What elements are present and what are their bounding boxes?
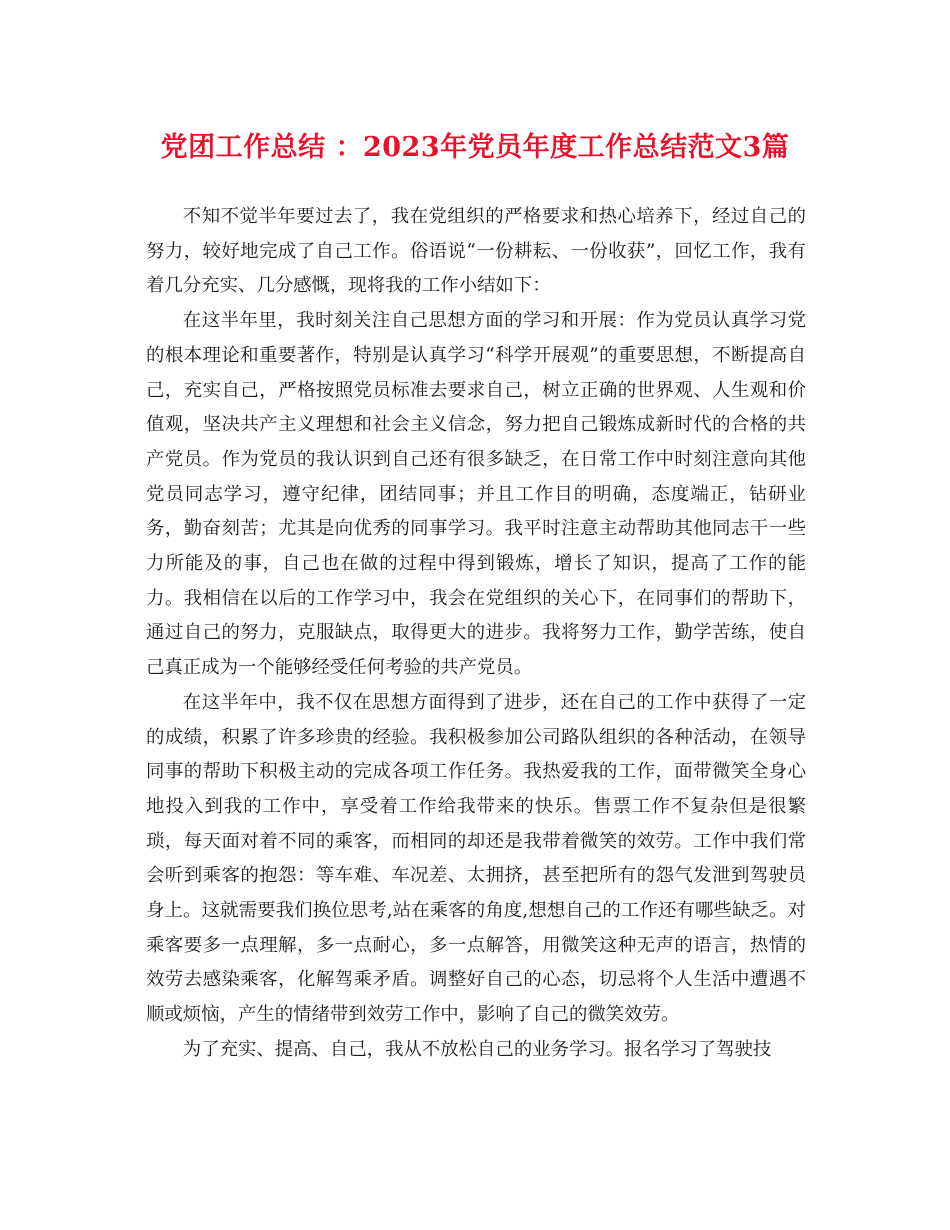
paragraph-intro: 不知不觉半年要过去了，我在党组织的严格要求和热心培养下，经过自己的努力，较好地完成了自己工作。俗语说“一份耕耘、一份收获”，回忆工作，我有着几分充实、几分感慨，现将我的工作小结如下：: [146, 206, 806, 297]
document-body: [146, 200, 806, 1068]
document-title: 党团工作总结 ：2023年党员年度工作总结范文3篇: [160, 132, 790, 163]
paragraph-thought-study: 在这半年里，我时刻关注自己思想方面的学习和开展：作为党员认真学习党的根本理论和重要著作，特别是认真学习“科学开展观”的重要思想，不断提高自己，充实自己，严格按照党员标准去要求自己，树立正确的世界观、人生观和价值观，坚决共产主义理想和社会主义信念，努力把自己锻炼成新时代的合格的共产党员。作为党员的我认识到自己还有很多缺乏，在日常工作中时刻注意向其他党员同志学习，遵守纪律，团结同事；并且工作目的明确，态度端正，钻研业务，勤奋刻苦；尤其是向优秀的同事学习。我平时注意主动帮助其他同志干一些力所能及的事，自己也在做的过程中得到锻炼，增长了知识，提高了工作的能力。我相信在以后的工作学习中，我会在党组织的关心下，在同事们的帮助下，通过自己的努力，克服缺点，取得更大的进步。我将努力工作，勤学苦练，使自己真正成为一个能够经受任何考验的共产党员。: [146, 310, 806, 679]
paragraph-work-achievement: 在这半年中，我不仅在思想方面得到了进步，还在自己的工作中获得了一定的成绩，积累了许多珍贵的经验。我积极参加公司路队组织的各种活动，在领导同事的帮助下积极主动的完成各项工作任务。我热爱我的工作，面带微笑全身心地投入到我的工作中，享受着工作给我带来的快乐。售票工作不复杂但是很繁琐，每天面对着不同的乘客，而相同的却还是我带着微笑的效劳。工作中我们常会听到乘客的抱怨：等车难、车况差、太拥挤，甚至把所有的怨气发泄到驾驶员身上。这就需要我们换位思考,站在乘客的角度,想想自己的工作还有哪些缺乏。对乘客要多一点理解，多一点耐心，多一点解答，用微笑这种无声的语言，热情的效劳去感染乘客，化解驾乘矛盾。调整好自己的心态，切忌将个人生活中遭遇不顺或烦恼，产生的情绪带到效劳工作中，影响了自己的微笑效劳。: [146, 691, 806, 1026]
paragraph-business-study: 为了充实、提高、自己，我从不放松自己的业务学习。报名学习了驾驶技: [182, 1038, 772, 1060]
